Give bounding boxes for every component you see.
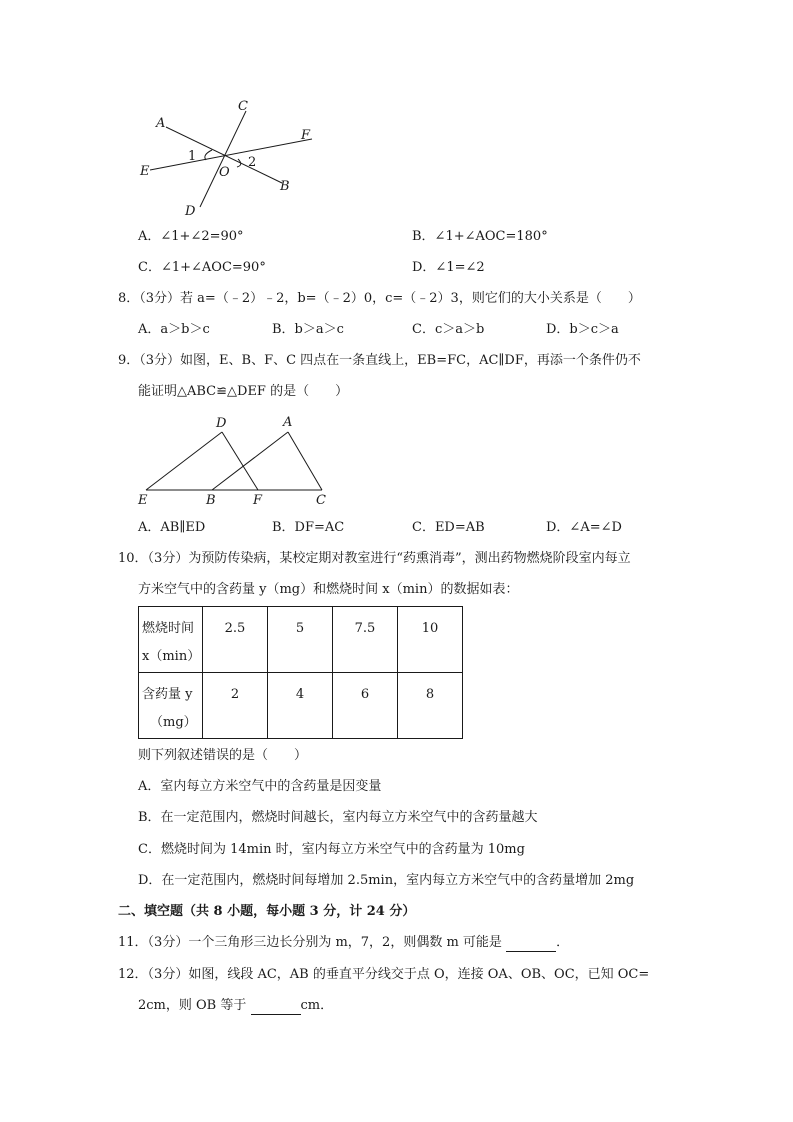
q7-option-d[interactable]: D．∠1=∠2 — [412, 260, 485, 275]
label-b: B — [280, 179, 290, 194]
segment-ed — [146, 432, 222, 490]
table-row-header — [139, 673, 203, 739]
segment-ba — [212, 432, 288, 490]
label-e: E — [140, 164, 150, 179]
q9-stem-line2: 能证明△ABC≌△DEF 的是（ ） — [138, 384, 349, 399]
label-e: E — [138, 493, 148, 508]
q9-option-c[interactable]: C．ED=AB — [412, 520, 485, 535]
label-d: D — [216, 416, 227, 431]
angle-2-arc — [237, 159, 241, 167]
label-b: B — [206, 493, 216, 508]
q11-end: ． — [556, 935, 570, 950]
q8-option-c[interactable]: C．c＞a＞b — [412, 322, 485, 337]
q10-option-b[interactable]: B．在一定范围内，燃烧时间越长，室内每立方米空气中的含药量越大 — [138, 810, 538, 825]
table-cell: 6 — [333, 673, 398, 739]
q10-stem-line2: 方米空气中的含药量 y（mg）和燃烧时间 x（min）的数据如表： — [138, 582, 519, 597]
row-header-line1: 燃烧时间 — [142, 621, 195, 636]
q9-stem-line1: 9．（3分）如图，E、B、F、C 四点在一条直线上，EB=FC，AC∥DF，再添一个条件仍不 — [118, 353, 641, 368]
label-a: A — [283, 415, 293, 430]
row-header-line2: （mg） — [150, 715, 197, 730]
q10-option-c[interactable]: C．燃烧时间为 14min 时，室内每立方米空气中的含药量为 10mg — [138, 842, 525, 857]
segment-ac — [288, 432, 322, 490]
table-cell: 2.5 — [203, 607, 268, 673]
line-ef — [150, 139, 312, 170]
table-cell: 7.5 — [333, 607, 398, 673]
label-f: F — [301, 128, 311, 143]
label-angle-1: 1 — [188, 149, 197, 164]
q12-stem-line2: 2cm，则 OB 等于 — [138, 998, 247, 1013]
label-a: A — [156, 116, 166, 131]
label-f: F — [253, 493, 263, 508]
q8-stem: 8．（3分）若 a=（﹣2）﹣2，b=（﹣2）0，c=（﹣2）3，则它们的大小关系是（ ） — [118, 291, 641, 306]
table-row — [139, 607, 463, 673]
table-row-header — [139, 607, 203, 673]
q11-stem: 11．（3分）一个三角形三边长分别为 m，7，2，则偶数 m 可能是 — [118, 935, 502, 950]
label-c: C — [316, 493, 326, 508]
table-cell: 5 — [268, 607, 333, 673]
row-header-line1: 含药量 y — [142, 687, 193, 702]
segment-df — [222, 432, 258, 490]
q10-data-table — [138, 606, 463, 739]
q12-stem-line1: 12．（3分）如图，线段 AC，AB 的垂直平分线交于点 O，连接 OA、OB、OC，已知 OC= — [118, 967, 650, 982]
table-row — [139, 673, 463, 739]
label-o: O — [219, 165, 230, 180]
row-header-line2: x（min） — [142, 649, 201, 664]
q10-stem-line1: 10．（3分）为预防传染病，某校定期对教室进行“药熏消毒”，测出药物燃烧阶段室内每立 — [118, 551, 631, 566]
label-angle-2: 2 — [248, 155, 257, 170]
q8-option-a[interactable]: A．a＞b＞c — [138, 322, 210, 337]
q9-option-a[interactable]: A．AB∥ED — [138, 520, 206, 535]
q11 — [118, 934, 569, 952]
q8-option-d[interactable]: D．b＞c＞a — [546, 322, 619, 337]
q10-option-a[interactable]: A．室内每立方米空气中的含药量是因变量 — [138, 779, 382, 794]
q7-option-c[interactable]: C．∠1+∠AOC=90° — [138, 260, 266, 275]
table-cell: 10 — [398, 607, 463, 673]
q12-line2 — [138, 997, 333, 1015]
section-title: 二、填空题（共 8 小题，每小题 3 分，计 24 分） — [118, 904, 416, 919]
q12-answer-blank[interactable] — [251, 1000, 301, 1015]
label-d: D — [185, 204, 196, 219]
q8-option-b[interactable]: B．b＞a＞c — [272, 322, 344, 337]
q9-option-b[interactable]: B．DF=AC — [272, 520, 345, 535]
q11-answer-blank[interactable] — [506, 937, 556, 952]
q7-figure — [130, 95, 330, 220]
q9-option-d[interactable]: D．∠A=∠D — [546, 520, 622, 535]
q10-question: 则下列叙述错误的是（ ） — [138, 748, 308, 763]
label-c: C — [238, 99, 248, 114]
table-cell: 8 — [398, 673, 463, 739]
q12-end: cm． — [300, 998, 334, 1013]
q7-option-b[interactable]: B．∠1+∠AOC=180° — [412, 229, 548, 244]
table-cell: 4 — [268, 673, 333, 739]
q9-figure — [130, 410, 340, 510]
table-cell: 2 — [203, 673, 268, 739]
q10-option-d[interactable]: D．在一定范围内，燃烧时间每增加 2.5min，室内每立方米空气中的含药量增加 2mg — [138, 873, 635, 888]
q7-option-a[interactable]: A．∠1+∠2=90° — [138, 229, 244, 244]
